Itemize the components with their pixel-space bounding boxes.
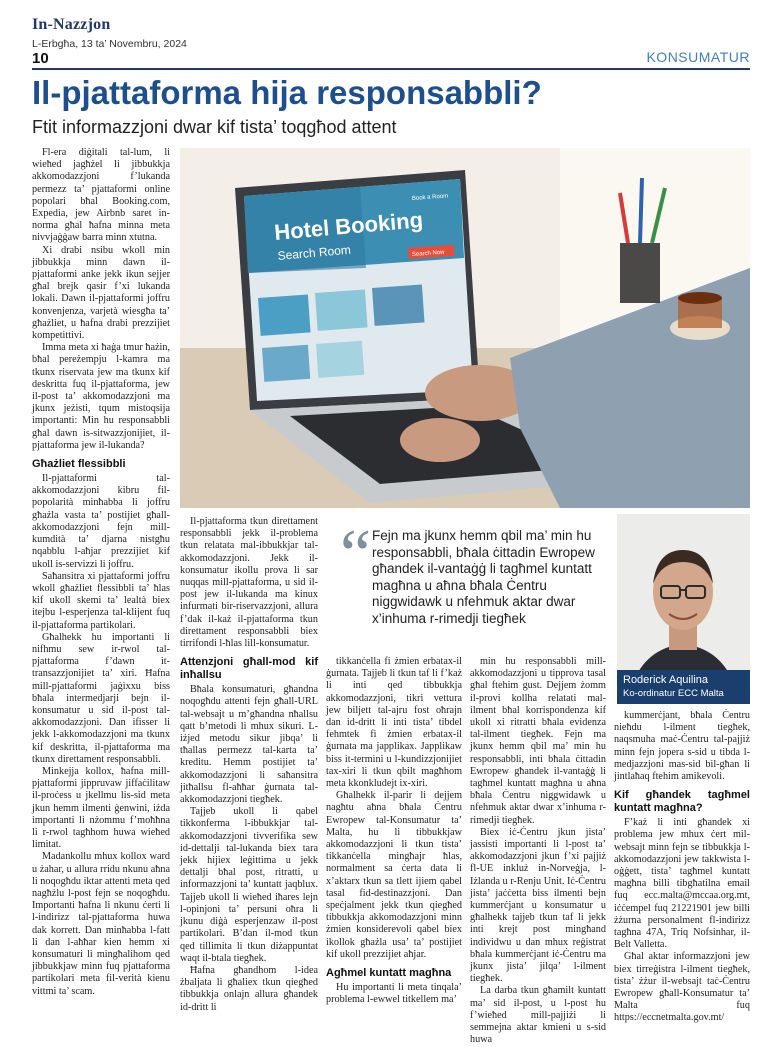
paragraph: Tajjeb ukoll li qabel tikkonferma l-ibbukkjar tal-akkomodazzjoni tivverifika sew id-dettalji tal-lukanda biex tara jekk hijiex leġittima u jekk dettalji bħal post, ritratti, u informazzjoni ta’ kuntatt jaqblux. Tajjeb ukoll li wieħed iħares lejn l-opinjoni ta’ persuni oħra li jkunu diġà esperjenzaw il-post partikolari. B’dan il-mod tkun qed tillimita li tkun diżappuntat waqt il-btala tiegħek. <box>180 806 318 964</box>
section-heading: Kif għandek tagħmel kuntatt magħna? <box>614 789 750 815</box>
article-column-3 <box>326 656 462 1006</box>
laptop-booking-photo <box>180 148 750 508</box>
article-column-5 <box>614 710 750 1025</box>
page-number: 10 <box>32 50 49 67</box>
screen-title: Hotel Booking <box>273 207 424 245</box>
paragraph: Hu importanti li meta tinqala’ problema l-ewwel titkellem ma’ <box>326 982 462 1006</box>
author-caption <box>617 670 750 704</box>
section-label: KONSUMATUR <box>646 49 750 65</box>
section-heading: Agħmel kuntatt magħna <box>326 967 452 980</box>
photo-illustration <box>180 148 750 508</box>
paragraph: Għalhekk il-parir li dejjem nagħtu aħna bħala Ċentru Ewropew tal-Konsumatur ta’ Malta, hu li tibbukkjaw akkomodazzjoni li tkun tista’ tikkanċella mingħajr ħlas, normalment sa ċerta data li x’aktarx tkun sa tlett ijiem qabel tasal fid-destinazzjoni. Dan speċjalment jekk tkun qiegħed tibbukkja akkomodazzjoni minn żmien konsiderevoli qabel biex ikollok għażla usa’ ta’ postijiet kif ukoll prezzijiet aħjar. <box>326 790 462 960</box>
paragraph: Saħansitra xi pjattaformi joffru wkoll għażliet flessibbli ta’ ħlas kif ukoll skemi ta’ lealtà biex itejbu l-esperjenza tal-klijent fuq il-pjattaforma partikolari. <box>32 570 170 631</box>
paragraph: La darba tkun għamilt kuntatt ma’ sid il-post, u l-post hu f’wieħed mill-pajjiżi li semmejna aktar kmieni u s-sid huwa <box>470 985 606 1046</box>
headline: Il-pjattaforma hija responsabbli? <box>32 74 542 111</box>
masthead-logo: In-Nazzjon <box>32 16 111 33</box>
paragraph: Bħala konsumaturi, għandna noqogħdu attenti fejn għall-URL tal-websajt u m’għandna nħallsu qatt b’metodi li mhux sikuri. L-iżjed metodu sikur jibqa’ li tħallas permezz tal-karta ta’ kreditu. Hemm postijiet ta’ akkomodazzjoni li saħansitra jitħallsu fl-aħħar ġurnata tal-akkomodazzjoni tiegħek. <box>180 684 318 806</box>
paragraph: Ħafna għandhom l-idea żbaljata li għaliex tkun qiegħed tibbukkja onlajn allura għandek id-dritt li <box>180 964 318 1013</box>
paragraph: F’każ li inti għandek xi problema jew mhux ċert mil-websajt minn fejn se tibbukkja l-akkomodazzjoni jew takkwista l-oġġett, tista’ tagħmel kuntatt magħna billi tibgħatilna email fuq ecc.malta@mccaa.org.mt, iċċempel fuq 21221901 jew billi żżurna personalment fl-indirizz tagħna 47A, Triq Nofsinhar, il-Belt Valletta. <box>614 817 750 951</box>
article-column-2 <box>180 516 318 1014</box>
paragraph: tikkanċella fi żmien erbatax-il ġurnata. Tajjeb li tkun taf li f’każ li inti qed tibbukkja akkomodazzjoni, tikri vettura jew biljett tal-ajru fost oħrajn dan id-dritt li inti tista’ tibdel fehmtek fi żmien erbatax-il ġurnata ma japplikax. Japplikaw biss it-termini u l-kundizzjonijiet tax-xiri li tkun qbilt magħhom meta kkonkludejt ix-xiri. <box>326 656 462 790</box>
pull-quote: Fejn ma jkunx hemm qbil ma’ min hu responsabbli, bħala ċittadin Ewropew għandek il-vantaġġ li tagħmel kuntatt magħna u aħna bħala Ċentru niggwidawk u nfehmuk aktar dwar x’inhuma r-rimedji tiegħek <box>372 528 595 626</box>
article-column-4 <box>470 656 606 1047</box>
paragraph: Fl-era diġitali tal-lum, li wieħed jagħżel li jibbukkja akkomodazzjoni f’lukanda permezz ta’ pjattaformi online popolari bħal Booking.com, Expedia, jew Airbnb saret in-norma għal ħafna minna meta nivvjaġġaw barra minn xtutna. <box>32 147 170 244</box>
article-column-1 <box>32 147 170 998</box>
header-rule <box>32 68 750 70</box>
paragraph: Madankollu mhux kollox ward u żahar, u allura rridu nkunu aħna li noqogħdu iktar attenti meta qed nagħżlu l-post fejn se noqogħdu. Importanti ħafna li nkunu ċerti li l-indirizz tal-pjattaforma huwa dak korrett. Dan minħabba l-fatt li dan l-aħħar kien hemm xi konsumaturi li mingħalihom qed jibbukkjaw minn fuq pjattaforma partikolari meta fil-verità kienu vittmi ta’ scam. <box>32 851 170 997</box>
screen-subtitle: Search Room <box>277 242 352 263</box>
issue-date: L-Erbgħa, 13 ta’ Novembru, 2024 <box>32 38 187 50</box>
paragraph: Xi drabi nsibu wkoll min jibbukkja minn dawn il-pjattaformi anke jekk ikun sejjer għal brejk qasir f’xi lukanda lokali. Dawn il-pjattaformi joffru konvenjenza, varjetà wiesgħa ta’ għażliet, u ħafna drabi prezzijiet kompetittivi. <box>32 244 170 342</box>
screen-button: Search Now <box>411 249 445 258</box>
paragraph: min hu responsabbli mill-akkomodazzjoni u tipprova tasal għal ftehim gust. Dejjem żomm il-provi kollha relatati mal-ilment bħal korrispondenza kif ukoll xi ritratti bħala evidenza tal-ilment tiegħek. Fejn ma jkunx hemm qbil ma’ min hu responsabbli, inti bħala ċittadin Ewropew għandek il-vantaġġ li tagħmel kuntatt magħna u aħna bħala Ċentru niggwidawk u nfehmuk aktar dwar x’inhuma r-rimedji tiegħek. <box>470 656 606 826</box>
author-role: Ko-ordinatur ECC Malta <box>623 688 724 699</box>
paragraph: Biex iċ-Ċentru jkun jista’ jassisti importanti li l-post ta’ akkomodazzjoni jkun f’xi pajjiż fl-UE inkluż in-Norveġja, l-Iżlanda u r-Renju Unit. Iċ-Ċentru jista’ jaċċetta biss ilmenti bejn kummerċjant u konsumatur u għalhekk tajjeb tkun taf li jekk inti krejt post mingħand individwu u dan mhux reġistrat bħala kummerċjant iċ-Ċentru ma jkunx jista’ jilqa’ l-ilment tiegħek. <box>470 826 606 985</box>
paragraph: Il-pjattaformi tal-akkomodazzjoni kibru fil-popolarità minħabba li joffru għażla vasta ta’ postijiet għall-akkomodazzjoni fejn mill-kumdità ta’ djarna nistgħu nqabblu l-aħjar prezzijiet kif ukoll is-servizzi li joffru. <box>32 473 170 570</box>
paragraph: Imma meta xi ħaġa tmur ħażin, bħal pereżempju l-kamra ma tkunx riservata jew ma tkunx kif deskritta fuq il-pjattaforma, jew il-post ta’ akkomodazzjoni ma jkunx jeżisti, tqum mistoqsija importanti: Min hu responsabbli għal dawn is-sitwazzjonijiet, il-pjattaforma jew il-lukanda? <box>32 342 170 451</box>
quote-mark-icon: “ <box>340 516 372 593</box>
paragraph: Minkejja kollox, ħafna mill-pjattaformi jippruvaw jiffaċilitaw il-proċess u jkellmu lis-sid meta jkun hemm ilmenti ġenwini, iżda importanti li nżommu f’moħħna li r-rwol tagħhom huwa wieħed limitat. <box>32 765 170 851</box>
section-heading: Attenzjoni għall-mod kif inħallsu <box>180 656 318 682</box>
paragraph: Għalhekk hu importanti li nifhmu sew ir-rwol tal-pjattaforma f’dawn it-transazzjonijiet ta’ xiri. Ħafna mill-pjattaformi jaġixxu biss bħala intermedjarji bejn il-konsumatur u sid il-post tal-akkomodazzjoni. Dan ifisser li jekk l-akkomodazzjoni ma tkunx kif deskritta, il-pjattaforma ma tkunx direttament responsabbli. <box>32 631 170 765</box>
paragraph: Il-pjattaforma tkun direttament responsabbli jekk il-problema tkun relatata mal-ibbukkjar tal-akkomodazzjoni. Jekk il-konsumatur ikollu prova li sar nuqqas mill-pjattaforma, u sid il-post jew il-lukanda ma kinux infurmati bir-riservazzjoni, allura f’dak il-każ il-pjattaforma tkun direttament responsabbli biex tirrifondi l-ħlas lill-konsumatur. <box>180 516 318 650</box>
screen-menu: Book a Room <box>411 193 449 202</box>
section-heading: Għażliet flessibbli <box>32 458 126 471</box>
author-name: Roderick Aquilina <box>623 674 708 686</box>
subheadline: Ftit informazzjoni dwar kif tista’ toqgħod attent <box>32 117 397 137</box>
paragraph: kummerċjant, bħala Ċentru nieħdu l-ilment tiegħek, naqsmuha maċ-Ċentru tal-pajjiż minn fejn jopera s-sid u tibda l-medjazzjoni mas-sid bil-għan li jintlaħaq ftehim amikevoli. <box>614 710 750 783</box>
paragraph: Għal aktar informazzjoni jew biex tirreġistra l-ilment tiegħek, tista’ żżur il-websajt taċ-Ċentru Ewropew għall-Konsumatur ta’ Malta fuq https://eccnetmalta.gov.mt/ <box>614 951 750 1024</box>
